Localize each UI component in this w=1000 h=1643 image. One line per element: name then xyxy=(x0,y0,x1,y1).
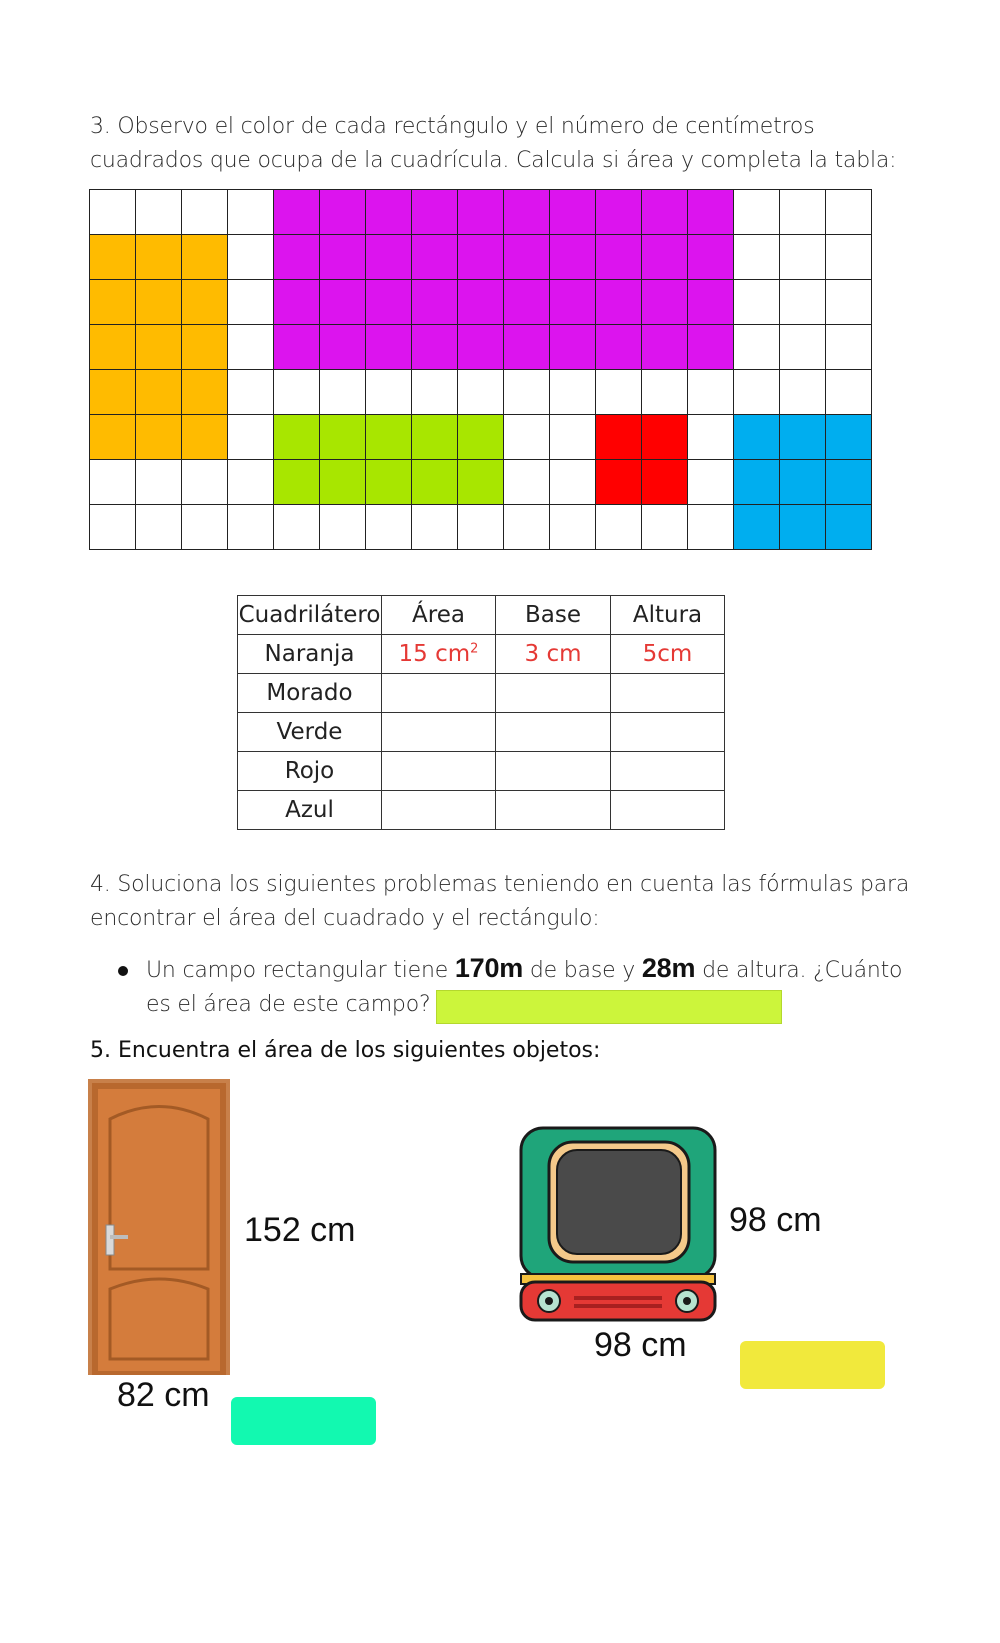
grid-cell xyxy=(550,460,596,505)
question-3-line-1: 3. Observo el color de cada rectángulo y el número de centímetros xyxy=(90,114,815,139)
table-row xyxy=(238,752,725,791)
question-5-title: 5. Encuentra el área de los siguientes objetos: xyxy=(90,1038,601,1063)
header-cuadrilatero: Cuadrilátero xyxy=(238,596,382,635)
grid-cell-purple xyxy=(642,280,688,325)
grid-cell xyxy=(688,415,734,460)
grid-cell xyxy=(228,415,274,460)
altura-cell[interactable] xyxy=(611,713,725,752)
grid-cell xyxy=(412,505,458,550)
grid-cell-purple xyxy=(504,280,550,325)
grid-cell xyxy=(734,325,780,370)
grid-cell-purple xyxy=(366,235,412,280)
grid-cell xyxy=(734,280,780,325)
door-area-answer-box[interactable] xyxy=(231,1397,376,1445)
grid-cell-orange xyxy=(90,235,136,280)
grid-cell xyxy=(596,505,642,550)
color-grid xyxy=(89,189,872,550)
grid-cell xyxy=(136,505,182,550)
altura-cell[interactable] xyxy=(611,752,725,791)
grid-cell xyxy=(228,235,274,280)
table-row xyxy=(238,674,725,713)
grid-cell-purple xyxy=(274,325,320,370)
grid-cell-purple xyxy=(320,325,366,370)
row-name: Rojo xyxy=(238,752,382,791)
area-table-container xyxy=(237,595,725,830)
altura-cell[interactable] xyxy=(611,791,725,830)
grid-cell-orange xyxy=(136,325,182,370)
bullet-text-part-2: de base y xyxy=(523,958,642,983)
grid-cell-blue xyxy=(734,460,780,505)
grid-cell xyxy=(228,280,274,325)
grid-cell xyxy=(228,460,274,505)
grid-table xyxy=(89,189,872,550)
grid-cell-orange xyxy=(90,325,136,370)
area-cell[interactable] xyxy=(382,791,496,830)
question-4-text xyxy=(90,868,970,936)
grid-cell-purple xyxy=(550,280,596,325)
grid-cell-blue xyxy=(780,415,826,460)
grid-cell xyxy=(504,460,550,505)
grid-cell-orange xyxy=(90,280,136,325)
door-width-label: 82 cm xyxy=(117,1376,210,1414)
area-value: 15 cm xyxy=(398,641,471,667)
grid-cell-purple xyxy=(412,280,458,325)
grid-cell xyxy=(274,370,320,415)
grid-cell-green xyxy=(320,415,366,460)
grid-cell xyxy=(688,460,734,505)
area-cell[interactable] xyxy=(382,674,496,713)
grid-cell xyxy=(366,370,412,415)
grid-cell-purple xyxy=(412,190,458,235)
grid-cell-purple xyxy=(642,235,688,280)
grid-cell-orange xyxy=(136,235,182,280)
grid-cell-purple xyxy=(274,280,320,325)
grid-cell-blue xyxy=(826,505,872,550)
grid-cell xyxy=(274,505,320,550)
tv-width-label: 98 cm xyxy=(594,1326,687,1364)
table-header-row xyxy=(238,596,725,635)
area-superscript: 2 xyxy=(470,641,479,657)
grid-cell xyxy=(90,460,136,505)
grid-cell xyxy=(826,370,872,415)
grid-cell xyxy=(826,235,872,280)
grid-cell-orange xyxy=(90,415,136,460)
grid-cell xyxy=(504,370,550,415)
grid-cell-purple xyxy=(458,235,504,280)
grid-cell xyxy=(688,370,734,415)
base-cell: 3 cm xyxy=(496,635,611,674)
grid-cell-purple xyxy=(458,325,504,370)
grid-cell-purple xyxy=(688,325,734,370)
grid-cell xyxy=(780,280,826,325)
grid-cell xyxy=(320,505,366,550)
grid-cell-purple xyxy=(504,190,550,235)
grid-cell-purple xyxy=(320,235,366,280)
grid-cell-green xyxy=(458,460,504,505)
grid-cell xyxy=(182,460,228,505)
grid-cell-orange xyxy=(136,415,182,460)
grid-cell-green xyxy=(366,415,412,460)
grid-cell xyxy=(228,190,274,235)
door-illustration xyxy=(88,1079,230,1375)
grid-cell-green xyxy=(274,460,320,505)
table-row xyxy=(238,635,725,674)
grid-cell-green xyxy=(320,460,366,505)
row-name: Azul xyxy=(238,791,382,830)
grid-cell-purple xyxy=(274,190,320,235)
grid-cell-purple xyxy=(366,325,412,370)
grid-cell-purple xyxy=(412,325,458,370)
tv-illustration xyxy=(519,1126,717,1322)
grid-cell-green xyxy=(412,460,458,505)
question-4-line-2: encontrar el área del cuadrado y el rectángulo: xyxy=(90,906,600,931)
grid-cell-green xyxy=(412,415,458,460)
grid-cell xyxy=(780,190,826,235)
bullet-text-part-1: Un campo rectangular tiene xyxy=(146,958,455,983)
grid-cell-purple xyxy=(688,280,734,325)
area-table xyxy=(237,595,725,830)
grid-cell xyxy=(182,190,228,235)
grid-cell-orange xyxy=(182,415,228,460)
grid-cell-orange xyxy=(182,325,228,370)
grid-cell xyxy=(688,505,734,550)
grid-cell xyxy=(826,325,872,370)
grid-cell-blue xyxy=(826,460,872,505)
base-cell[interactable] xyxy=(496,713,611,752)
grid-cell xyxy=(228,370,274,415)
grid-cell xyxy=(780,370,826,415)
grid-cell-orange xyxy=(136,280,182,325)
bullet-line-2: es el área de este campo? xyxy=(146,992,431,1017)
grid-cell xyxy=(642,505,688,550)
base-value: 170m xyxy=(454,953,524,983)
table-row xyxy=(238,713,725,752)
grid-cell-purple xyxy=(596,190,642,235)
grid-row xyxy=(90,505,872,550)
grid-cell-purple xyxy=(550,235,596,280)
bullet-text-part-3: de altura. ¿Cuánto xyxy=(695,958,903,983)
grid-cell-purple xyxy=(504,235,550,280)
altura-cell[interactable] xyxy=(611,674,725,713)
header-base: Base xyxy=(496,596,611,635)
grid-cell xyxy=(596,370,642,415)
row-name: Morado xyxy=(238,674,382,713)
row-name: Naranja xyxy=(238,635,382,674)
grid-cell-blue xyxy=(780,460,826,505)
grid-cell xyxy=(780,325,826,370)
grid-cell-purple xyxy=(458,190,504,235)
header-altura: Altura xyxy=(611,596,725,635)
grid-cell xyxy=(780,235,826,280)
altura-cell: 5cm xyxy=(611,635,725,674)
grid-cell xyxy=(228,325,274,370)
grid-cell xyxy=(826,190,872,235)
grid-cell xyxy=(458,505,504,550)
grid-cell-purple xyxy=(366,190,412,235)
grid-cell xyxy=(136,190,182,235)
grid-cell-orange xyxy=(182,235,228,280)
grid-cell xyxy=(366,505,412,550)
field-area-answer-input[interactable] xyxy=(436,990,782,1024)
grid-cell-purple xyxy=(550,190,596,235)
grid-cell-purple xyxy=(596,325,642,370)
grid-row xyxy=(90,325,872,370)
tv-area-answer-box[interactable] xyxy=(740,1341,885,1389)
grid-cell-purple xyxy=(458,280,504,325)
grid-cell-purple xyxy=(320,190,366,235)
grid-cell xyxy=(504,505,550,550)
grid-cell-red xyxy=(642,415,688,460)
grid-cell-purple xyxy=(642,190,688,235)
height-value: 28m xyxy=(641,953,696,983)
grid-cell xyxy=(228,505,274,550)
grid-row xyxy=(90,280,872,325)
grid-cell-purple xyxy=(412,235,458,280)
grid-cell xyxy=(90,505,136,550)
grid-row xyxy=(90,190,872,235)
table-row xyxy=(238,791,725,830)
grid-cell xyxy=(550,370,596,415)
grid-cell-purple xyxy=(596,280,642,325)
grid-cell-green xyxy=(458,415,504,460)
grid-cell-purple xyxy=(366,280,412,325)
grid-cell xyxy=(458,370,504,415)
door-height-label: 152 cm xyxy=(244,1211,356,1249)
grid-cell xyxy=(642,370,688,415)
grid-cell-purple xyxy=(596,235,642,280)
grid-cell-blue xyxy=(826,415,872,460)
grid-cell xyxy=(734,370,780,415)
grid-cell-purple xyxy=(550,325,596,370)
question-4-line-1: 4. Soluciona los siguientes problemas teniendo en cuenta las fórmulas para xyxy=(90,872,910,897)
grid-cell xyxy=(734,235,780,280)
question-3-line-2: cuadrados que ocupa de la cuadrícula. Calcula si área y completa la tabla: xyxy=(90,148,897,173)
grid-cell-purple xyxy=(688,190,734,235)
bullet-line-1 xyxy=(146,951,976,988)
grid-cell xyxy=(90,190,136,235)
grid-cell-orange xyxy=(136,370,182,415)
grid-cell xyxy=(504,415,550,460)
grid-cell-orange xyxy=(90,370,136,415)
area-cell[interactable] xyxy=(382,752,496,791)
area-cell[interactable] xyxy=(382,713,496,752)
grid-cell xyxy=(734,190,780,235)
grid-row xyxy=(90,460,872,505)
header-area: Área xyxy=(382,596,496,635)
grid-cell-red xyxy=(596,460,642,505)
grid-cell-red xyxy=(596,415,642,460)
grid-cell xyxy=(320,370,366,415)
grid-cell-blue xyxy=(734,505,780,550)
grid-row xyxy=(90,370,872,415)
grid-cell-orange xyxy=(182,280,228,325)
grid-cell-purple xyxy=(504,325,550,370)
grid-cell xyxy=(136,460,182,505)
grid-cell xyxy=(826,280,872,325)
grid-cell-red xyxy=(642,460,688,505)
tv-height-label: 98 cm xyxy=(729,1201,822,1239)
grid-row xyxy=(90,415,872,460)
grid-cell xyxy=(550,505,596,550)
question-3-text xyxy=(90,110,970,178)
row-name: Verde xyxy=(238,713,382,752)
grid-cell xyxy=(550,415,596,460)
grid-cell-green xyxy=(274,415,320,460)
base-cell[interactable] xyxy=(496,752,611,791)
grid-cell-purple xyxy=(688,235,734,280)
grid-cell-purple xyxy=(642,325,688,370)
grid-cell-purple xyxy=(320,280,366,325)
base-cell[interactable] xyxy=(496,791,611,830)
grid-cell-purple xyxy=(274,235,320,280)
grid-cell xyxy=(182,505,228,550)
grid-cell-blue xyxy=(734,415,780,460)
grid-row xyxy=(90,235,872,280)
grid-cell-green xyxy=(366,460,412,505)
grid-cell-orange xyxy=(182,370,228,415)
area-cell xyxy=(382,635,496,674)
base-cell[interactable] xyxy=(496,674,611,713)
grid-cell-blue xyxy=(780,505,826,550)
grid-cell xyxy=(412,370,458,415)
bullet-dot xyxy=(118,966,128,976)
